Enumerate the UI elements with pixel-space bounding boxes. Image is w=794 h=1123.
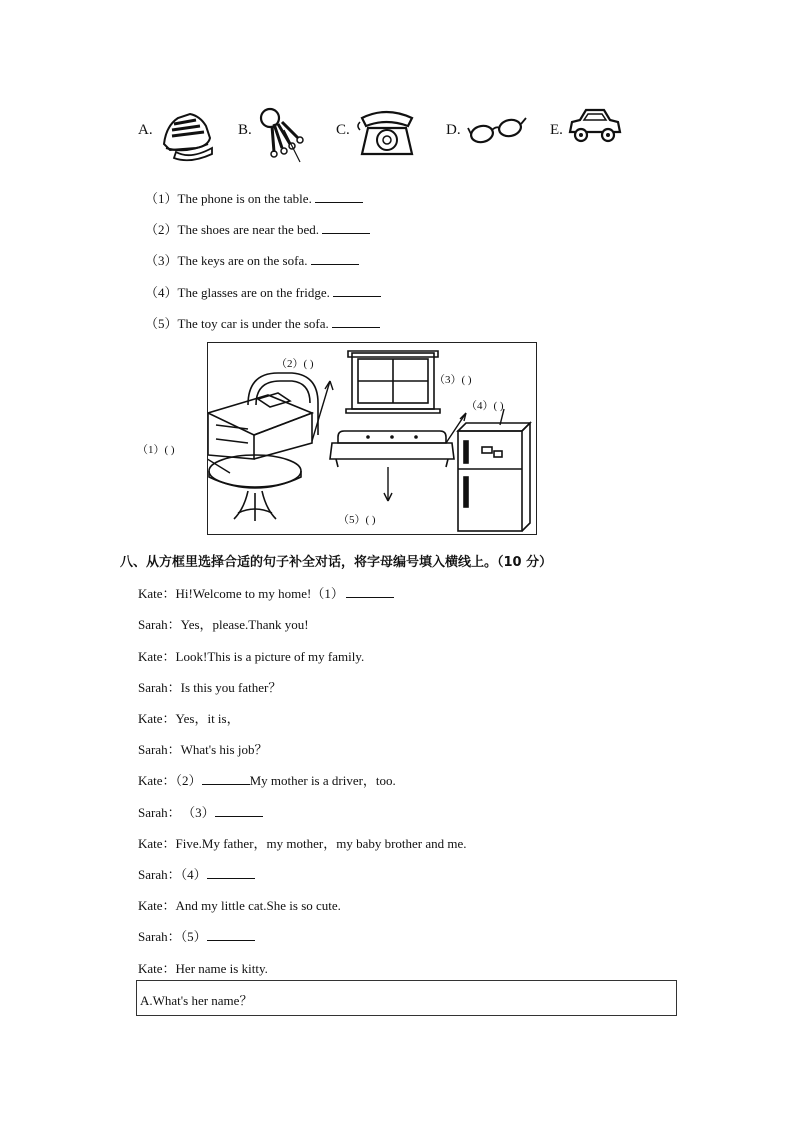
sentence-number: （3） <box>145 253 178 268</box>
room-scene-illustration <box>207 342 537 535</box>
dialogue-line <box>138 802 263 821</box>
picture-letter: C. <box>336 122 350 138</box>
scene-label-paren[interactable]: ( ) <box>365 514 376 526</box>
picture-letter: A. <box>138 122 153 138</box>
scene-label-5 <box>338 511 376 527</box>
scene-label-number: （4） <box>466 400 494 412</box>
sentence-number: （5） <box>145 316 178 331</box>
dialogue-text: What's his job？ <box>180 742 268 757</box>
glasses-icon <box>466 104 528 154</box>
section-8-title: 八、从方框里选择合适的句子补全对话，将字母编号填入横线上。（10 分） <box>120 555 553 570</box>
scene-label-paren[interactable]: ( ) <box>303 358 314 370</box>
dialogue-text: （2） <box>175 773 202 788</box>
answer-blank[interactable] <box>215 804 263 817</box>
sentence-item <box>145 282 381 301</box>
speaker: Kate： <box>138 836 176 851</box>
answer-blank[interactable] <box>207 866 255 879</box>
dialogue-line <box>138 958 268 977</box>
dialogue-text: （5） <box>180 929 207 944</box>
fridge-drawing <box>458 423 530 531</box>
dialogue-line <box>138 677 281 696</box>
arrow-2 <box>312 381 330 441</box>
sentence-item <box>145 188 363 207</box>
dialogue-line <box>138 739 267 758</box>
scene-label-paren[interactable]: ( ) <box>493 400 504 412</box>
scene-label-number: （2） <box>276 358 304 370</box>
scene-label-4 <box>466 397 504 413</box>
dialogue-line <box>138 864 255 883</box>
speaker: Sarah： <box>138 929 181 944</box>
speaker: Sarah： <box>138 680 181 695</box>
sentence-text: The phone is on the table. <box>177 191 312 206</box>
dialogue-text: Yes，it is， <box>175 711 240 726</box>
speaker: Sarah： <box>138 805 181 820</box>
keys-icon <box>254 104 314 166</box>
dialogue-text: （4） <box>180 867 207 882</box>
scene-label-3 <box>434 371 472 387</box>
scene-label-paren[interactable]: ( ) <box>164 444 175 456</box>
sentence-number: （4） <box>145 285 178 300</box>
sofa-drawing <box>330 431 454 467</box>
dialogue-text: And my little cat.She is so cute. <box>175 898 341 913</box>
picture-letter: B. <box>238 122 252 138</box>
sentence-item <box>145 219 370 238</box>
round-table-drawing <box>209 455 301 521</box>
options-box <box>136 980 677 1016</box>
dialogue-line <box>138 770 396 789</box>
scene-label-paren[interactable]: ( ) <box>461 374 472 386</box>
sentence-text: The glasses are on the fridge. <box>177 285 330 300</box>
option-a: A.What's her name？ <box>140 993 253 1008</box>
speaker: Sarah： <box>138 742 181 757</box>
sentence-number: （1） <box>145 191 178 206</box>
dialogue-text-after: My mother is a driver，too. <box>249 773 396 788</box>
answer-blank[interactable] <box>202 772 250 785</box>
answer-blank[interactable] <box>332 315 380 328</box>
answer-blank[interactable] <box>333 284 381 297</box>
dialogue-line <box>138 614 309 633</box>
sentence-item <box>145 250 359 269</box>
speaker: Kate： <box>138 898 176 913</box>
picture-letter: D. <box>446 122 461 138</box>
speaker: Kate： <box>138 649 176 664</box>
dialogue-text: Yes，please.Thank you! <box>180 617 309 632</box>
picture-options-row <box>138 104 638 168</box>
dialogue-line <box>138 583 394 602</box>
speaker: Sarah： <box>138 617 181 632</box>
sentence-number: （2） <box>145 222 178 237</box>
speaker: Kate： <box>138 961 176 976</box>
arrow-3 <box>446 413 466 443</box>
scene-label-number: （3） <box>434 374 462 386</box>
dialogue-line <box>138 895 341 914</box>
speaker: Kate： <box>138 586 176 601</box>
dialogue-text: Is this you father？ <box>180 680 282 695</box>
dialogue-line <box>138 833 467 852</box>
room-scene-drawing <box>208 343 536 534</box>
picture-letter: E. <box>550 122 563 138</box>
dialogue-line <box>138 646 364 665</box>
dialogue-text: （3） <box>188 805 215 820</box>
bed-drawing <box>208 373 318 459</box>
scene-label-number: （1） <box>137 444 165 456</box>
answer-blank[interactable] <box>311 252 359 265</box>
sentence-text: The toy car is under the sofa. <box>177 316 329 331</box>
dialogue-line <box>138 708 240 727</box>
shoes-icon <box>156 104 216 164</box>
scene-label-number: （5） <box>338 514 366 526</box>
sentence-text: The shoes are near the bed. <box>177 222 320 237</box>
dialogue-text: Hi!Welcome to my home!（1） <box>175 586 344 601</box>
dialogue-text: Look!This is a picture of my family. <box>175 649 365 664</box>
answer-blank[interactable] <box>322 221 370 234</box>
window-drawing <box>346 351 440 413</box>
answer-blank[interactable] <box>315 190 363 203</box>
answer-blank[interactable] <box>207 928 255 941</box>
dialogue-text: Five.My father，my mother，my baby brother and me. <box>175 836 467 851</box>
dialogue-text: Her name is kitty. <box>175 961 268 976</box>
scene-label-2 <box>276 355 314 371</box>
sentence-text: The keys are on the sofa. <box>177 253 308 268</box>
speaker: Sarah： <box>138 867 181 882</box>
dialogue-line <box>138 926 255 945</box>
speaker: Kate： <box>138 711 176 726</box>
answer-blank[interactable] <box>346 585 394 598</box>
speaker: Kate： <box>138 773 176 788</box>
scene-label-1 <box>137 441 175 457</box>
sentence-item <box>145 313 380 332</box>
toy-car-icon <box>566 104 622 148</box>
telephone-icon <box>356 104 418 162</box>
